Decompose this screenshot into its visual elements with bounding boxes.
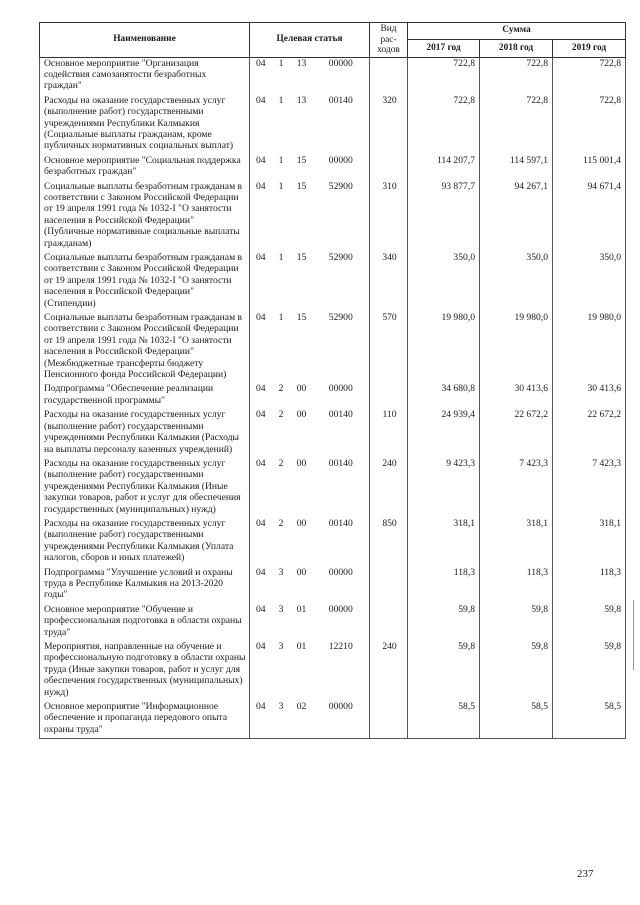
- code-subprogram: 3: [278, 641, 284, 652]
- table-row: [40, 383, 626, 409]
- table-row: [40, 518, 626, 567]
- table-row: [40, 604, 626, 641]
- budget-table-sheet: [39, 22, 625, 739]
- code-direction: 52900: [313, 252, 370, 312]
- code-event: 15: [296, 252, 307, 263]
- expense-type-code: 240: [370, 458, 408, 518]
- code-program: 04: [250, 604, 272, 641]
- page-number: 237: [577, 868, 594, 880]
- sum-2017: 9 423,3: [408, 458, 480, 518]
- code-subprogram: 2: [278, 383, 284, 395]
- sum-2019: 722,8: [553, 57, 626, 95]
- expense-type-code: [370, 701, 408, 739]
- sum-2017: 58,5: [408, 701, 480, 739]
- row-name: Основное мероприятие "Организация содействия самозанятости безработных граждан": [40, 57, 250, 95]
- sum-2018: 59,8: [480, 604, 553, 641]
- code-program: 04: [250, 567, 272, 604]
- sum-2017: 318,1: [408, 518, 480, 567]
- sum-2017: 59,8: [408, 604, 480, 641]
- sum-2017: 722,8: [408, 95, 480, 155]
- row-name: Социальные выплаты безработным гражданам в соответствии с Законом Российской Федерации от 19 апреля 1991 года № 1032-I "О занятости населения в Российской Федерации" (Стипендии): [40, 252, 250, 312]
- sum-2019: 58,5: [553, 701, 626, 739]
- code-direction: 00140: [313, 458, 370, 518]
- sum-2018: 58,5: [480, 701, 553, 739]
- code-program: 04: [250, 383, 272, 409]
- code-program: 04: [250, 458, 272, 518]
- row-name: Мероприятия, направленные на обучение и профессиональную подготовку в области охраны труда (Иные закупки товаров, работ и услуг для обеспечения государственных (муниципальных) нужд): [40, 641, 250, 701]
- sum-2018: 30 413,6: [480, 383, 553, 409]
- expense-type-code: [370, 383, 408, 409]
- code-direction: 00000: [313, 567, 370, 604]
- code-direction: 00140: [313, 95, 370, 155]
- row-name: Подпрограмма "Обеспечение реализации государственной программы": [40, 383, 250, 409]
- sum-2019: 722,8: [553, 95, 626, 155]
- code-direction: 00000: [313, 604, 370, 641]
- code-direction: 00000: [313, 383, 370, 409]
- header-year-2018: 2018 год: [480, 40, 553, 57]
- sum-2017: 93 877,7: [408, 181, 480, 252]
- code-direction: 52900: [313, 312, 370, 383]
- table-row: [40, 155, 626, 181]
- expense-type-code: 570: [370, 312, 408, 383]
- code-event: 01: [296, 603, 307, 615]
- header-expense-type: Вид рас-ходов: [370, 23, 408, 58]
- table-row: [40, 701, 626, 739]
- code-program: 04: [250, 409, 272, 458]
- sum-2017: 350,0: [408, 252, 480, 312]
- code-event: 13: [296, 94, 307, 106]
- code-event: 00: [296, 566, 307, 578]
- sum-2019: 94 671,4: [553, 181, 626, 252]
- sum-2018: 7 423,3: [480, 458, 553, 518]
- sum-2019: 59,8: [553, 641, 626, 701]
- code-event: 01: [296, 641, 307, 652]
- sum-2019: 19 980,0: [553, 312, 626, 383]
- code-program: 04: [250, 518, 272, 567]
- code-event: 00: [296, 457, 307, 469]
- header-target-item: Целевая статья: [250, 23, 370, 58]
- table-row: [40, 567, 626, 604]
- code-program: 04: [250, 641, 272, 701]
- code-event: 15: [296, 154, 307, 166]
- table-row: [40, 458, 626, 518]
- table-row: [40, 312, 626, 383]
- code-subprogram: 1: [278, 180, 284, 192]
- code-subprogram: 2: [278, 517, 284, 529]
- row-name: Основное мероприятие "Обучение и профессиональная подготовка в области охраны труда": [40, 604, 250, 641]
- sum-2017: 114 207,7: [408, 155, 480, 181]
- code-event: 02: [291, 701, 313, 739]
- code-subprogram: 1: [278, 57, 284, 69]
- code-subprogram: 1: [278, 312, 284, 324]
- code-direction: 00000: [313, 155, 370, 181]
- sum-2018: 22 672,2: [480, 409, 553, 458]
- code-program: 04: [250, 252, 272, 312]
- expense-type-code: 340: [370, 252, 408, 312]
- sum-2019: 115 001,4: [553, 155, 626, 181]
- code-direction: 00000: [313, 57, 370, 95]
- header-sum: Сумма: [408, 23, 626, 40]
- code-program: 04: [250, 155, 272, 181]
- sum-2019: 59,8: [553, 604, 626, 641]
- expense-type-code: 310: [370, 181, 408, 252]
- code-program: 04: [250, 701, 272, 739]
- sum-2019: 30 413,6: [553, 383, 626, 409]
- expense-type-code: 240: [370, 641, 408, 701]
- row-name: Основное мероприятие "Информационное обеспечение и пропаганда передового опыта охраны труда": [40, 701, 250, 739]
- sum-2019: 118,3: [553, 567, 626, 604]
- row-name: Расходы на оказание государственных услуг (выполнение работ) государственными учреждениями Республики Калмыкия (Иные закупки товаров, работ и услуг для обеспечения государственных (муниципальных) нужд): [40, 458, 250, 518]
- sum-2018: 722,8: [480, 57, 553, 95]
- row-name: Социальные выплаты безработным гражданам в соответствии с Законом Российской Федерации от 19 апреля 1991 года № 1032-I "О занятости населения в Российской Федерации" (Публичные нормативные социальные выплаты гражданам): [40, 181, 250, 252]
- code-direction: 00000: [313, 701, 370, 739]
- code-direction: 52900: [313, 181, 370, 252]
- sum-2017: 19 980,0: [408, 312, 480, 383]
- code-program: 04: [250, 312, 272, 383]
- expense-type-code: [370, 155, 408, 181]
- scan-edge-line: [633, 600, 634, 670]
- sum-2017: 118,3: [408, 567, 480, 604]
- row-name: Подпрограмма "Улучшение условий и охраны труда в Республике Калмыкия на 2013-2020 годы": [40, 567, 250, 604]
- code-subprogram: 3: [278, 566, 284, 578]
- code-event: 15: [296, 312, 307, 324]
- sum-2018: 94 267,1: [480, 181, 553, 252]
- sum-2017: 24 939,4: [408, 409, 480, 458]
- sum-2018: 722,8: [480, 95, 553, 155]
- budget-table: [39, 22, 626, 739]
- code-direction: 00140: [313, 518, 370, 567]
- sum-2018: 114 597,1: [480, 155, 553, 181]
- row-name: Основное мероприятие "Социальная поддержка безработных граждан": [40, 155, 250, 181]
- code-program: 04: [250, 95, 272, 155]
- row-name: Расходы на оказание государственных услуг (выполнение работ) государственными учреждениями Республики Калмыкия (Социальные выплаты гражданам, кроме публичных нормативных социальных выплат): [40, 95, 250, 155]
- expense-type-code: [370, 57, 408, 95]
- code-program: 04: [250, 181, 272, 252]
- expense-type-code: 850: [370, 518, 408, 567]
- table-row: [40, 409, 626, 458]
- sum-2018: 118,3: [480, 567, 553, 604]
- expense-type-code: 110: [370, 409, 408, 458]
- sum-2018: 350,0: [480, 252, 553, 312]
- sum-2018: 59,8: [480, 641, 553, 701]
- code-event: 15: [296, 180, 307, 192]
- table-row: [40, 181, 626, 252]
- table-row: [40, 641, 626, 701]
- code-direction: 12210: [313, 641, 370, 701]
- code-event: 00: [296, 409, 307, 421]
- expense-type-code: [370, 567, 408, 604]
- sum-2019: 22 672,2: [553, 409, 626, 458]
- code-direction: 00140: [313, 409, 370, 458]
- code-subprogram: 3: [272, 701, 291, 739]
- code-program: 04: [250, 57, 272, 95]
- sum-2017: 34 680,8: [408, 383, 480, 409]
- table-body: [40, 57, 626, 739]
- header-year-2019: 2019 год: [553, 40, 626, 57]
- sum-2019: 318,1: [553, 518, 626, 567]
- sum-2018: 19 980,0: [480, 312, 553, 383]
- sum-2017: 59,8: [408, 641, 480, 701]
- row-name: Расходы на оказание государственных услуг (выполнение работ) государственными учреждениями Республики Калмыкия (Уплата налогов, сборов и иных платежей): [40, 518, 250, 567]
- expense-type-code: 320: [370, 95, 408, 155]
- code-event: 13: [296, 57, 307, 69]
- table-row: [40, 57, 626, 95]
- code-event: 00: [296, 517, 307, 529]
- row-name: Социальные выплаты безработным гражданам в соответствии с Законом Российской Федерации от 19 апреля 1991 года № 1032-I "О занятости населения в Российской Федерации" (Межбюджетные трансферты бюджету Пенсионного фонда Российской Федерации): [40, 312, 250, 383]
- sum-2019: 7 423,3: [553, 458, 626, 518]
- code-subprogram: 2: [278, 457, 284, 469]
- code-subprogram: 2: [278, 409, 284, 421]
- expense-type-code: [370, 604, 408, 641]
- code-subprogram: 1: [278, 154, 284, 166]
- code-subprogram: 1: [278, 94, 284, 106]
- code-event: 00: [296, 383, 307, 395]
- table-row: [40, 252, 626, 312]
- sum-2019: 350,0: [553, 252, 626, 312]
- sum-2017: 722,8: [408, 57, 480, 95]
- row-name: Расходы на оказание государственных услуг (выполнение работ) государственными учреждениями Республики Калмыкия (Расходы на выплаты персоналу казенных учреждений): [40, 409, 250, 458]
- sum-2018: 318,1: [480, 518, 553, 567]
- table-header: [40, 23, 626, 58]
- code-subprogram: 1: [278, 252, 284, 263]
- header-name: Наименование: [40, 23, 250, 58]
- table-row: [40, 95, 626, 155]
- header-year-2017: 2017 год: [408, 40, 480, 57]
- code-subprogram: 3: [278, 603, 284, 615]
